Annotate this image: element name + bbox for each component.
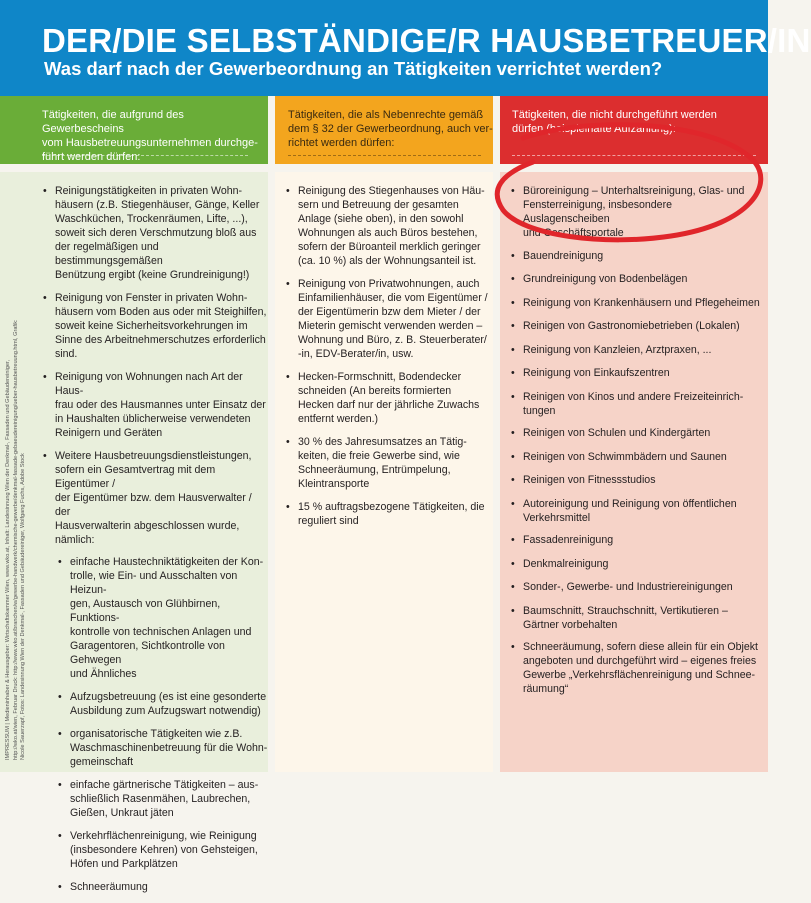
list-item — [508, 272, 760, 286]
item-line: und Ähnliches — [70, 668, 137, 680]
heading-divider — [288, 155, 481, 156]
red-column-heading — [500, 96, 768, 164]
heading-line: Tätigkeiten, die als Nebenrechte gemäß — [288, 109, 484, 121]
item-line: Mieterin gemischt verwenden werden – — [298, 320, 483, 332]
item-line: Kleintransporte — [298, 478, 370, 490]
imprint-line: IMPRESSUM | Medieninhaber & Herausgeber: Wirtschaftskammer Wien, www.wko.at, Inhalt: Landesinnung Wien der Denkmal-, Fassaden und Gebäudereiniger, — [5, 359, 11, 760]
item-line: und Geschäftsportale — [523, 227, 624, 239]
heading-divider — [512, 155, 756, 156]
heading-line: dem § 32 der Gewerbeordnung, auch ver- — [288, 123, 493, 135]
item-line: • Reinigen von Schwimmbädern und Saunen — [523, 450, 727, 463]
item-line: • Aufzugsbetreuung (es ist eine gesonderte — [70, 691, 267, 703]
list-item — [508, 497, 760, 525]
item-line: • Reinigungstätigkeiten in privaten Wohn- — [55, 185, 243, 197]
item-line: soweit sich deren Verschmutzung bloß aus — [55, 227, 257, 239]
item-line: keiten, die freie Gewerbe sind, wie — [298, 450, 460, 462]
list-item — [40, 449, 268, 894]
item-line: Gärtner vorbehalten — [523, 618, 618, 631]
orange-column-heading — [275, 96, 493, 164]
item-line: angeboten und durchgeführt wird – eigenes freies — [523, 655, 757, 667]
item-line: • Schneeräumung, sofern diese allein für ein Objekt — [523, 641, 758, 653]
item-line: Wohnung und Büro, z. B. Steuerberater/ — [298, 334, 487, 346]
heading-divider — [42, 155, 248, 156]
list-item — [508, 450, 760, 464]
sub-list-item — [55, 829, 268, 871]
item-line: • Reinigen von Kinos und andere Freizeiteinrich- — [523, 390, 744, 403]
item-line: Einfamilienhäuser, die vom Eigentümer / — [298, 292, 488, 304]
item-line: Benützung ergibt (keine Grundreinigung!) — [55, 269, 250, 281]
item-line: frau oder des Hausmannes unter Einsatz der — [55, 399, 266, 411]
item-line: • Reinigen von Gastronomiebetrieben (Lokalen) — [523, 320, 740, 332]
item-line: Fensterreinigung, insbesondere Auslagenscheiben — [523, 199, 672, 225]
item-line: trolle, wie Ein- und Ausschalten von Heizun- — [70, 570, 238, 596]
list-item — [508, 184, 760, 240]
item-line: • einfache Haustechniktätigkeiten der Kon- — [70, 556, 264, 568]
item-line: • Reinigung von Wohnungen nach Art der Haus- — [55, 371, 243, 397]
item-line: • Weitere Hausbetreuungsdienstleistungen, — [55, 450, 252, 462]
sub-list-item — [55, 690, 268, 718]
item-line: • Fassadenreinigung — [523, 534, 614, 546]
item-line: sern und Betreuung der gesamten — [298, 199, 459, 211]
page-title: DER/DIE SELBSTÄNDIGE/R HAUSBETREUER/IN — [42, 22, 811, 59]
list-item — [283, 370, 491, 426]
list-item — [508, 640, 760, 696]
item-line: • Reinigen von Schulen und Kindergärten — [523, 427, 711, 439]
list-item — [283, 500, 491, 528]
item-line: • Reinigen von Fitnessstudios — [523, 474, 656, 486]
item-line: (ca. 10 %) als der Wohnungsanteil ist. — [298, 255, 477, 267]
page-subtitle: Was darf nach der Gewerbeordnung an Tätigkeiten verrichtet werden? — [44, 58, 663, 79]
allowed-activities-list — [40, 184, 268, 903]
item-line: • Denkmalreinigung — [523, 557, 609, 570]
heading-line: Tätigkeiten, die nicht durchgeführt werden — [512, 109, 717, 121]
list-item — [508, 580, 760, 594]
item-line: Gießen, Unkraut jäten — [70, 807, 174, 819]
item-line: • Sonder-, Gewerbe- und Industriereinigungen — [523, 581, 733, 593]
list-item — [40, 291, 268, 361]
item-line: in Haushalten üblicherweise verwendeten — [55, 413, 251, 425]
list-item — [508, 604, 760, 632]
list-item — [508, 319, 760, 333]
item-line: • Grundreinigung von Bodenbelägen — [523, 273, 688, 285]
item-line: der Eigentümer bzw. dem Hausverwalter / der — [55, 492, 252, 518]
item-line: Wohnungen als auch Büros bestehen, — [298, 227, 478, 239]
item-line: häusern vom Boden aus oder mit Steighilfen, — [55, 306, 267, 318]
item-line: sofern der Büroanteil merklich geringer — [298, 241, 481, 253]
item-line: häusern (z.B. Stiegenhäuser, Gänge, Keller — [55, 199, 260, 211]
item-line: Waschküchen, Trockenräumen, Lifte, ...), — [55, 213, 248, 225]
imprint-line: http://wko.at/wien, Februar Druck: http://www.wko.at/branchen/w/gewerbe-handwerk/chemische-gewerbe/denkmal-fassade-gebaeudereinigung/ueber-hausbetreuung.html, Grafik: — [12, 319, 19, 760]
list-item — [508, 296, 760, 310]
list-item — [508, 366, 760, 380]
item-line: Verkehrsmittel — [523, 511, 591, 524]
item-line: reguliert sind — [298, 515, 359, 527]
item-line: Hausverwalterin abgeschlossen wurde, nämlich: — [55, 520, 240, 546]
item-line: Gewerbe „Verkehrsflächenreinigung und Schnee- — [523, 669, 756, 681]
heading-line: führt werden dürfen: — [42, 151, 141, 163]
item-line: räumung“ — [523, 683, 569, 695]
sub-list-item — [55, 555, 268, 681]
item-line: entfernt werden.) — [298, 413, 379, 425]
item-line: Sinne des Arbeitnehmerschutzes erforderlich — [55, 334, 266, 346]
item-line: soweit keine Sicherheitsvorkehrungen im — [55, 320, 248, 332]
item-line: • Verkehrflächenreinigung, wie Reinigung — [70, 830, 257, 842]
item-line: • Reinigung des Stiegenhauses von Häu- — [298, 185, 485, 197]
item-line: • Schneeräumung — [70, 881, 148, 893]
item-line: • Reinigung von Kanzleien, Arztpraxen, ... — [523, 343, 712, 356]
list-item — [283, 277, 491, 361]
item-line: gemeinschaft — [70, 756, 134, 768]
item-line: -in, EDV-Berater/in, usw. — [298, 348, 414, 360]
list-item — [40, 184, 268, 282]
list-item — [40, 370, 268, 440]
list-item — [508, 249, 760, 263]
heading-line: vom Hausbetreuungsunternehmen durchge- — [42, 137, 258, 149]
sub-list — [55, 555, 268, 894]
list-item — [283, 435, 491, 491]
item-line: • Büroreinigung – Unterhaltsreinigung, Glas- und — [523, 185, 745, 197]
item-line: Hecken darf nur der jährliche Zuwachs — [298, 399, 480, 411]
forbidden-activities-list — [508, 184, 760, 706]
heading-line: richtet werden dürfen: — [288, 137, 395, 149]
item-line: gen, Austausch von Glühbirnen, Funktions- — [70, 598, 221, 624]
item-line: • Reinigung von Privatwohnungen, auch — [298, 278, 480, 290]
item-line: Schneeräumung, Entrümpelung, — [298, 464, 451, 476]
item-line: kontrolle von technischen Anlagen und — [70, 626, 252, 638]
imprint-text — [5, 190, 28, 760]
item-line: • Hecken-Formschnitt, Bodendecker — [298, 371, 462, 383]
item-line: • Reinigung von Einkaufszentren — [523, 367, 670, 379]
list-item — [508, 473, 760, 487]
item-line: (insbesondere Kehren) von Gehsteigen, — [70, 844, 258, 856]
item-line: tungen — [523, 404, 556, 417]
item-line: der Eigentümerin bzw dem Mieter / der — [298, 306, 481, 318]
sub-list-item — [55, 727, 268, 769]
item-line: sind. — [55, 348, 78, 360]
heading-line: dürfen (beispielhafte Aufzählung): — [512, 123, 676, 135]
sub-list-item — [55, 778, 268, 820]
item-line: Höfen und Parkplätzen — [70, 858, 178, 870]
item-line: • einfache gärtnerische Tätigkeiten – aus- — [70, 779, 259, 791]
item-line: • 15 % auftragsbezogene Tätigkeiten, die — [298, 501, 485, 513]
item-line: Waschmaschinenbetreuung für die Wohn- — [70, 742, 268, 754]
item-line: • Reinigung von Krankenhäusern und Pflegeheimen — [523, 296, 760, 309]
item-line: sofern ein Gesamtvertrag mit dem Eigentümer / — [55, 464, 216, 490]
list-item — [283, 184, 491, 268]
header-banner — [0, 0, 811, 96]
heading-line: Tätigkeiten, die aufgrund des Gewerbescheins — [42, 109, 184, 135]
item-line: • organisatorische Tätigkeiten wie z.B. — [70, 728, 243, 740]
imprint-line: Nicole Sauerzapf, Fotos: Landesinnung Wien der Denkmal-, Fassaden und Gebäudereiniger, Wolfgang Fuchs, Adobe Stock — [20, 453, 27, 760]
sub-list-item — [55, 880, 268, 894]
item-line: der regelmäßigen und bestimmungsgemäßen — [55, 241, 163, 267]
item-line: Ausbildung zum Aufzugswart notwendig) — [70, 705, 261, 717]
list-item — [508, 390, 760, 418]
item-line: • Autoreinigung und Reinigung von öffentlichen — [523, 497, 737, 510]
list-item — [508, 533, 760, 547]
item-line: Garagentoren, Sichtkontrolle von Gehwegen — [70, 640, 225, 666]
item-line: schließlich Rasenmähen, Laubrechen, — [70, 793, 251, 805]
list-item — [508, 426, 760, 440]
list-item — [508, 557, 760, 571]
item-line: Anlage (siehe oben), in den sowohl — [298, 213, 464, 225]
list-item — [508, 343, 760, 357]
item-line: • 30 % des Jahresumsatzes an Tätig- — [298, 436, 467, 448]
secondary-rights-list — [283, 184, 491, 537]
item-line: Reinigern und Geräten — [55, 427, 163, 439]
green-column-heading — [0, 96, 268, 164]
item-line: schneiden (An bereits formierten — [298, 385, 452, 397]
item-line: • Baumschnitt, Strauchschnitt, Vertikutieren – — [523, 604, 728, 617]
item-line: • Bauendreinigung — [523, 249, 604, 262]
item-line: • Reinigung von Fenster in privaten Wohn- — [55, 292, 248, 304]
